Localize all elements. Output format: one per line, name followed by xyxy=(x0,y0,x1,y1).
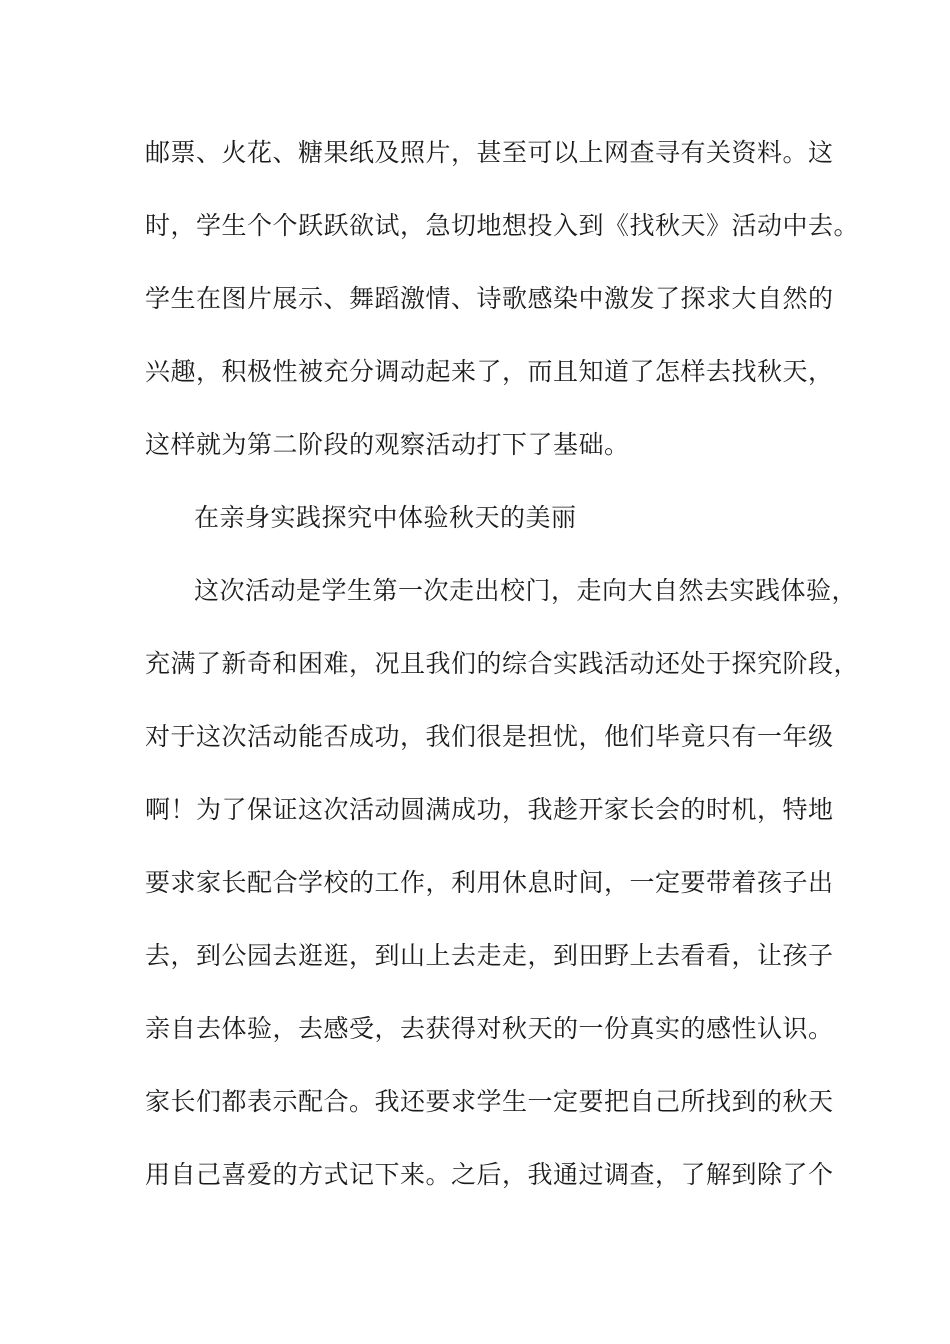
paragraph-line: 兴趣，积极性被充分调动起来了，而且知道了怎样去找秋天， xyxy=(145,357,834,386)
paragraph-line: 这样就为第二阶段的观察活动打下了基础。 xyxy=(145,430,630,459)
paragraph-line: 要求家长配合学校的工作，利用休息时间，一定要带着孩子出 xyxy=(145,868,834,897)
paragraph-line: 家长们都表示配合。我还要求学生一定要把自己所找到的秋天 xyxy=(145,1087,834,1116)
paragraph-line: 学生在图片展示、舞蹈激情、诗歌感染中激发了探求大自然的 xyxy=(145,284,834,313)
paragraph-line: 邮票、火花、糖果纸及照片，甚至可以上网查寻有关资料。这 xyxy=(145,138,834,167)
section-heading: 在亲身实践探究中体验秋天的美丽 xyxy=(194,503,577,532)
paragraph-line: 这次活动是学生第一次走出校门，走向大自然去实践体验， xyxy=(194,576,858,605)
paragraph-line: 对于这次活动能否成功，我们很是担忧，他们毕竟只有一年级 xyxy=(145,722,834,751)
paragraph-line: 用自己喜爱的方式记下来。之后，我通过调查，了解到除了个 xyxy=(145,1160,834,1189)
paragraph-line: 去，到公园去逛逛，到山上去走走，到田野上去看看，让孩子 xyxy=(145,941,834,970)
paragraph-line: 啊！为了保证这次活动圆满成功，我趁开家长会的时机，特地 xyxy=(145,795,834,824)
paragraph-line: 充满了新奇和困难，况且我们的综合实践活动还处于探究阶段， xyxy=(145,649,860,678)
paragraph-line: 亲自去体验，去感受，去获得对秋天的一份真实的感性认识。 xyxy=(145,1014,834,1043)
paragraph-line: 时，学生个个跃跃欲试，急切地想投入到《找秋天》活动中去。 xyxy=(145,211,860,240)
